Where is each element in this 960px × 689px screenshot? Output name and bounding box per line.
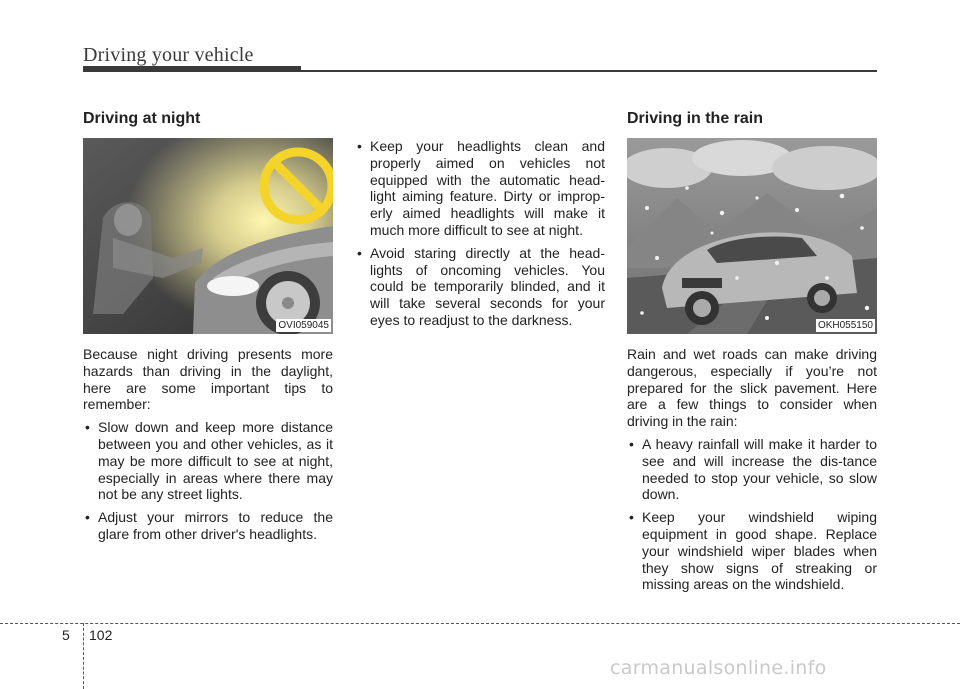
footer-rule (0, 623, 960, 624)
footer-divider (83, 623, 84, 689)
section-heading-night: Driving at night (83, 110, 201, 127)
header-title: Driving your vehicle (83, 44, 254, 66)
list-item: • Avoid staring directly at the head-lights of oncoming vehicles. You could be temporarily blinded, and it will take several seconds for your eyes to readjust to the darkness. (355, 245, 605, 329)
page-number: 102 (89, 627, 113, 643)
list-item: • Keep your headlights clean and properly aimed on vehicles not equipped with the automatic head-light aiming feature. Dirty or improp-erly aimed headlights will make it much more difficult to see at night. (355, 138, 605, 239)
watermark: carmanualsonline.info (610, 657, 827, 679)
column-night-driving (83, 104, 333, 543)
column-night-driving-cont (355, 138, 605, 329)
list-item: • A heavy rainfall will make it harder to see and will increase the dis-tance needed to stop your vehicle, so slow down. (627, 436, 877, 503)
header-rule-line (301, 70, 877, 72)
list-item: • Adjust your mirrors to reduce the glare from other driver's headlights. (83, 509, 333, 543)
intro-text: Because night driving presents more hazards than driving in the daylight, here are some important tips to remember: (83, 346, 333, 413)
rain-driving-figure (627, 138, 877, 334)
column-rain-driving (627, 104, 877, 593)
rain-tips-list (627, 436, 877, 593)
figure-code: OVI059045 (278, 320, 329, 331)
section-heading-rain: Driving in the rain (627, 110, 764, 127)
figure-code: OKH055150 (817, 320, 873, 331)
intro-text: Rain and wet roads can make driving dangerous, especially if you’re not prepared for the slick pavement. Here are a few things to consider when driving in the rain: (627, 346, 877, 430)
chapter-number: 5 (62, 627, 70, 643)
list-item: • Slow down and keep more distance between you and other vehicles, as it may be more difficult to see at night, especially in areas where there may not be any street lights. (83, 419, 333, 503)
car-in-rain-illustration (627, 138, 877, 334)
night-driving-figure (83, 138, 333, 334)
list-item: • Keep your windshield wiping equipment in good shape. Replace your windshield wiper blades when they show signs of streaking or missing areas on the windshield. (627, 509, 877, 593)
driver-glare-illustration (83, 138, 333, 334)
night-tips-list (83, 419, 333, 543)
header-rule (83, 66, 301, 72)
night-tips-list-cont (355, 138, 605, 329)
